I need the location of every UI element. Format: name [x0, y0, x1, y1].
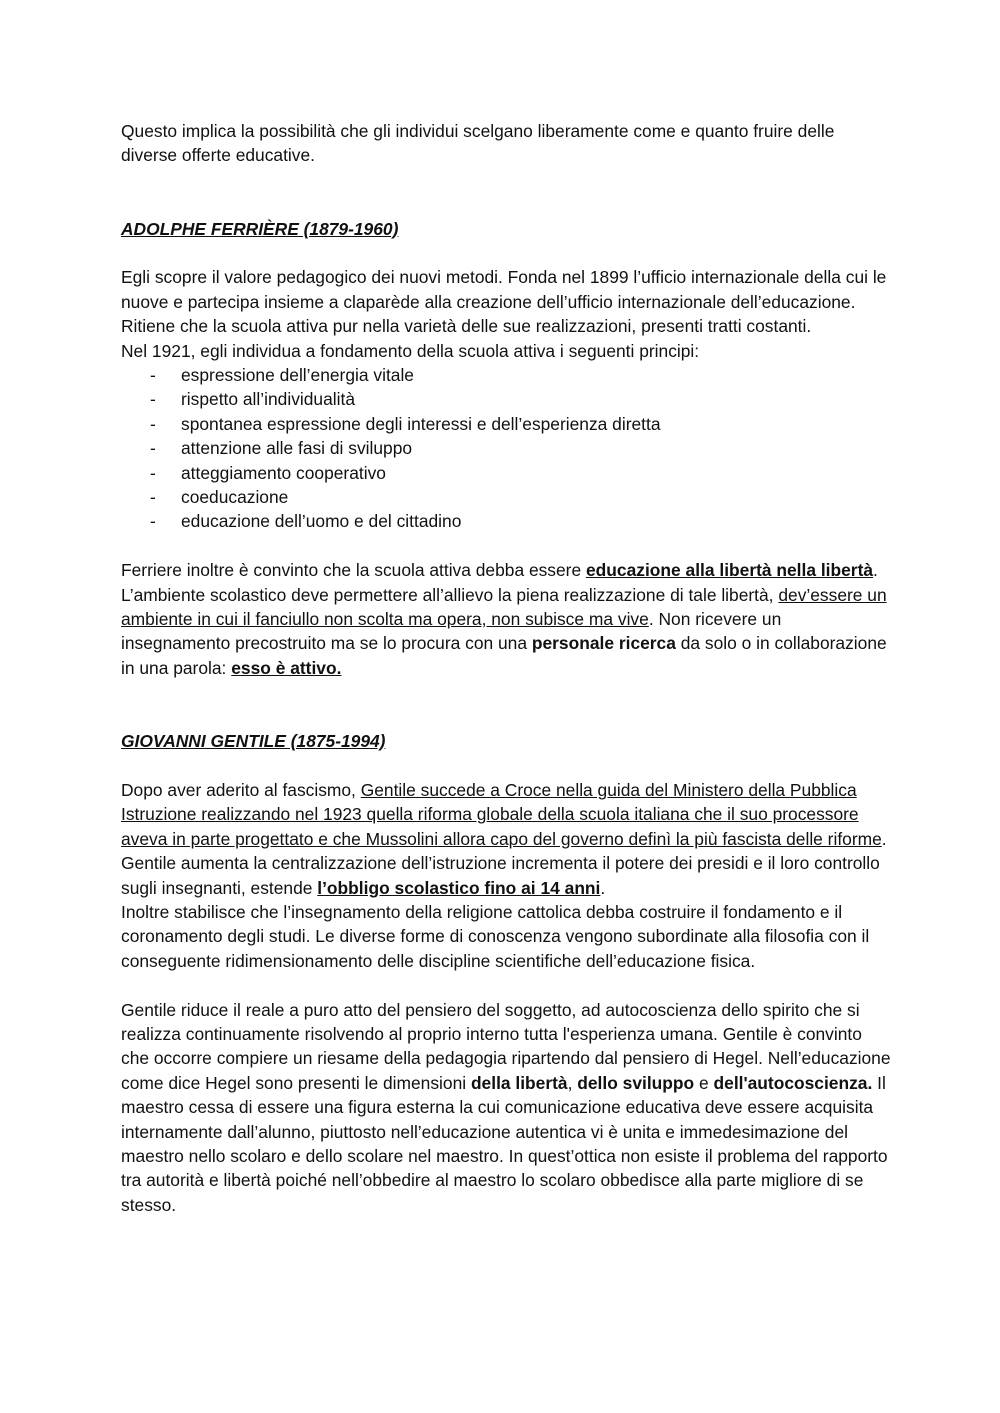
document-page — [121, 119, 891, 1217]
list-item-text: rispetto all’individualità — [181, 389, 355, 410]
text-run: . — [600, 877, 606, 898]
bullet-dash: - — [150, 438, 156, 459]
principles-list — [121, 363, 891, 534]
bold-phrase: della libertà — [470, 1072, 568, 1093]
gentile-paragraph-1 — [121, 778, 891, 900]
ferriere-paragraph-1: Egli scopre il valore pedagogico dei nuovi metodi. Fonda nel 1899 l’ufficio internazionale della cui le nuove e partecipa insieme a claparède alla creazione dell’ufficio internazionale dell’educazione. — [121, 267, 887, 312]
bold-phrase: personale ricerca — [531, 633, 676, 654]
list-item — [121, 412, 891, 436]
text-run: da solo o in collaborazione in una parola: — [121, 633, 887, 678]
bullet-dash: - — [150, 389, 156, 410]
list-item-text: espressione dell’energia vitale — [181, 365, 414, 386]
list-item — [121, 509, 891, 533]
list-item — [121, 461, 891, 485]
emphasis-active: esso è attivo. — [231, 657, 342, 678]
emphasis-freedom: educazione alla libertà nella libertà — [585, 560, 874, 581]
list-item — [121, 387, 891, 411]
ferriere-paragraph-4 — [121, 558, 891, 680]
text-run: , — [567, 1072, 578, 1093]
ferriere-paragraph-3: Nel 1921, egli individua a fondamento della scuola attiva i seguenti principi: — [121, 340, 700, 361]
text-run: Ferriere inoltre è convinto che la scuola attiva debba essere — [121, 560, 586, 581]
text-run: . Non ricevere un insegnamento precostruito ma se lo procura con una — [121, 609, 782, 654]
text-run: . Gentile aumenta la centralizzazione dell’istruzione incrementa il potere dei presidi e il loro controllo sugli insegnanti, estende — [121, 828, 887, 898]
emphasis-obligation: l’obbligo scolastico fino ai 14 anni — [317, 877, 601, 898]
gentile-paragraph-3 — [121, 998, 891, 1218]
gentile-heading: GIOVANNI GENTILE (1875-1994) — [121, 731, 386, 752]
list-item-text: atteggiamento cooperativo — [181, 462, 386, 483]
text-run: Il maestro cessa di essere una figura esterna la cui comunicazione educativa deve essere acquisita internamente dall’alunno, piuttosto nell’educazione autentica vi è unita e immedesimazione del maestro nello scolaro e dello scolare nel maestro. In quest’ottica non esiste il problema del rapporto tra autorità e libertà poiché nell’obbedire al maestro lo scolaro obbedisce alla parte migliore di se stesso. — [121, 1072, 888, 1215]
list-item-text: coeducazione — [181, 487, 289, 508]
gentile-paragraph-2: Inoltre stabilisce che l’insegnamento della religione cattolica debba costruire il fondamento e il coronamento degli studi. Le diverse forme di conoscenza vengono subordinate alla filosofia con il conseguente ridimensionamento delle discipline scientifiche dell’educazione fisica. — [121, 901, 870, 971]
underlined-phrase: dev’essere un ambiente in cui il fanciullo non scolta ma opera, non subisce ma vive — [121, 584, 887, 630]
text-run: e — [694, 1072, 714, 1093]
bullet-dash: - — [150, 511, 156, 532]
bullet-dash: - — [150, 413, 156, 434]
ferriere-heading: ADOLPHE FERRIÈRE (1879-1960) — [121, 218, 399, 239]
intro-paragraph: Questo implica la possibilità che gli individui scelgano liberamente come e quanto fruire delle diverse offerte educative. — [121, 121, 835, 166]
bullet-dash: - — [150, 487, 156, 508]
bold-phrase: dell'autocoscienza. — [713, 1072, 873, 1093]
list-item-text: attenzione alle fasi di sviluppo — [181, 438, 413, 459]
list-item — [121, 363, 891, 387]
ferriere-paragraph-2: Ritiene che la scuola attiva pur nella varietà delle sue realizzazioni, presenti tratti costanti. — [121, 316, 812, 337]
underlined-phrase: Gentile succede a Croce nella guida del Ministero della Pubblica Istruzione realizzando nel 1923 quella riforma globale della scuola italiana che il suo processore aveva in parte progettato e che Mussolini allora capo del governo definì la più fascista delle riforme — [121, 779, 882, 849]
list-item-text: educazione dell’uomo e del cittadino — [181, 511, 462, 532]
bullet-dash: - — [150, 462, 156, 483]
text-run: Gentile riduce il reale a puro atto del pensiero del soggetto, ad autocoscienza dello spirito che si realizza continuamente risolvendo al proprio interno tutta l'esperienza umana. Gentile è convinto che occorre compiere un riesame della pedagogia ripartendo dal pensiero di Hegel. Nell’educazione come dice Hegel sono presenti le dimensioni — [121, 999, 891, 1093]
bullet-dash: - — [150, 365, 156, 386]
list-item-text: spontanea espressione degli interessi e dell’esperienza diretta — [181, 413, 661, 434]
bold-phrase: dello sviluppo — [577, 1072, 695, 1093]
text-run: Dopo aver aderito al fascismo, — [121, 779, 361, 800]
list-item — [121, 436, 891, 460]
text-run: . L’ambiente scolastico deve permettere all’allievo la piena realizzazione di tale libertà, — [121, 560, 878, 605]
list-item — [121, 485, 891, 509]
